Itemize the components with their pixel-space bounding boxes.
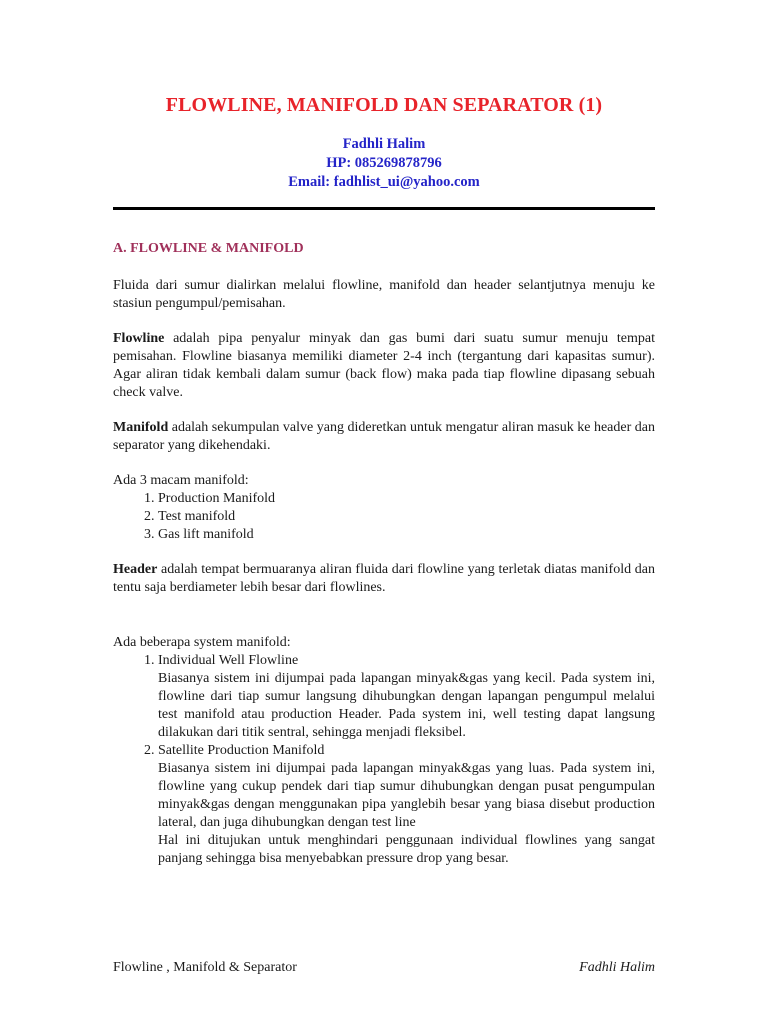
manifold-paragraph bbox=[113, 419, 655, 455]
systems-lead: Ada beberapa system manifold: bbox=[113, 635, 291, 650]
section-heading: A. FLOWLINE & MANIFOLD bbox=[113, 241, 304, 256]
system-name: 1. Individual Well Flowline bbox=[158, 653, 299, 668]
manifold-systems-list bbox=[113, 652, 655, 868]
author-phone: HP: 085269878796 bbox=[326, 155, 442, 171]
footer-author: Fadhli Halim bbox=[579, 960, 655, 975]
header-divider bbox=[113, 207, 655, 210]
system-name: 2. Satellite Production Manifold bbox=[158, 743, 325, 758]
author-name: Fadhli Halim bbox=[342, 136, 426, 152]
header-term: Header bbox=[113, 562, 158, 577]
author-email[interactable]: Email: fadhlist_ui@yahoo.com bbox=[288, 174, 480, 190]
intro-paragraph: Fluida dari sumur dialirkan melalui flowline, manifold dan header selantjutnya menuju ke stasiun pengumpul/pemisahan. bbox=[113, 278, 655, 311]
spacer bbox=[113, 614, 655, 634]
header-paragraph bbox=[113, 561, 655, 597]
flowline-term: Flowline bbox=[113, 331, 165, 346]
system-description: Biasanya sistem ini dijumpai pada lapangan minyak&gas yang kecil. Pada system ini, flowline dari tiap sumur langsung dihubungkan dengan lapangan pengumpul melalui test manifold atau production Header. Pada system ini, well testing dapat langsung dilakukan dari titik sentral, sehingga menjadi fleksibel. bbox=[158, 671, 655, 740]
manifold-types-list bbox=[113, 490, 655, 544]
document-body bbox=[113, 240, 655, 868]
list-item: 2. Test manifold bbox=[158, 508, 655, 526]
author-block bbox=[0, 135, 768, 192]
manifold-definition: adalah sekumpulan valve yang dideretkan untuk mengatur aliran masuk ke header dan separator yang dikehendaki. bbox=[113, 420, 655, 453]
system-description-note: Hal ini ditujukan untuk menghindari penggunaan individual flowlines yang sangat panjang sehingga bisa menyebabkan pressure drop yang besar. bbox=[158, 833, 655, 866]
manifold-types-lead: Ada 3 macam manifold: bbox=[113, 473, 249, 488]
system-description: Biasanya sistem ini dijumpai pada lapangan minyak&gas yang luas. Pada system ini, flowline yang cukup pendek dari tiap sumur dihubungkan dengan pusat pengumpulan minyak&gas dengan menggunakan pipa yanglebih besar yang biasa disebut production lateral, dan juga dihubungkan dengan test line bbox=[158, 761, 655, 830]
flowline-definition: adalah pipa penyalur minyak dan gas bumi dari suatu sumur menuju tempat pemisahan. Flowline biasanya memiliki diameter 2-4 inch (tergantung dari kapasitas sumur). Agar aliran tidak kembali dalam sumur (back flow) maka pada tiap flowline dipasang sebuah check valve. bbox=[113, 331, 655, 400]
list-item bbox=[158, 652, 655, 742]
list-item: 3. Gas lift manifold bbox=[158, 526, 655, 544]
footer-document-title: Flowline , Manifold & Separator bbox=[113, 960, 297, 975]
flowline-paragraph bbox=[113, 330, 655, 402]
document-title: FLOWLINE, MANIFOLD DAN SEPARATOR (1) bbox=[165, 94, 603, 116]
manifold-term: Manifold bbox=[113, 420, 169, 435]
list-item bbox=[158, 742, 655, 868]
header-definition: adalah tempat bermuaranya aliran fluida dari flowline yang terletak diatas manifold dan tentu saja berdiameter lebih besar dari flowlines. bbox=[113, 562, 655, 595]
list-item: 1. Production Manifold bbox=[158, 490, 655, 508]
